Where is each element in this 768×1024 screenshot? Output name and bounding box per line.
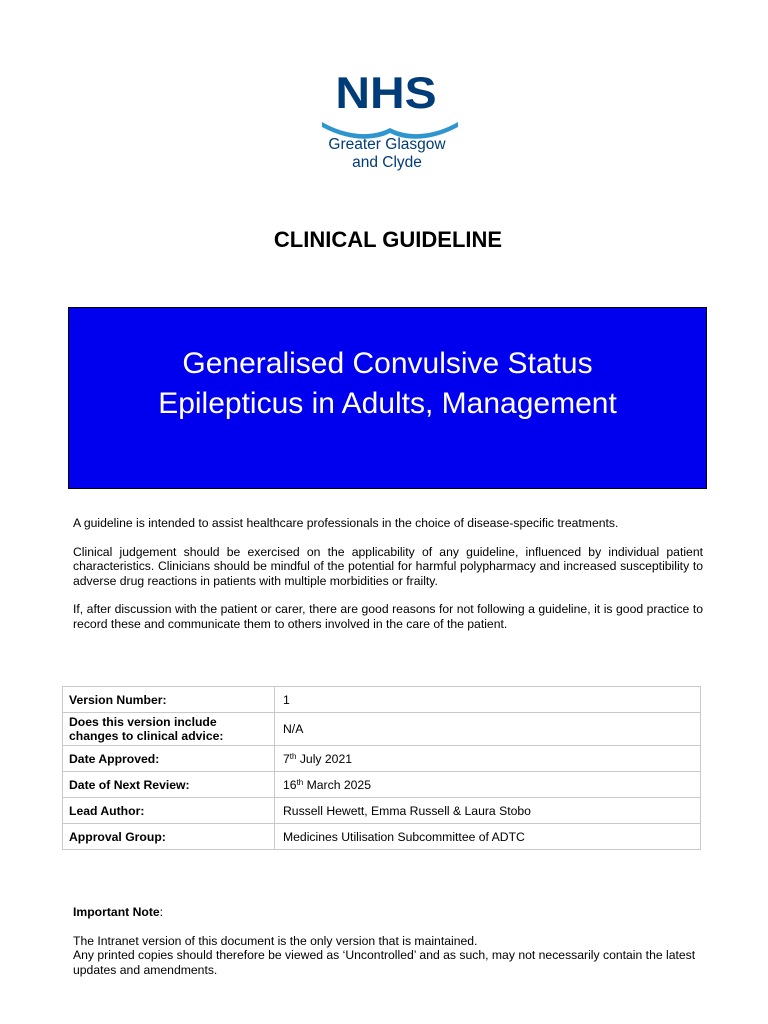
date-approved-label: Date Approved: [63, 746, 275, 772]
document-type-heading: CLINICAL GUIDELINE [273, 227, 503, 252]
date-approved-value: 7th July 2021 [275, 746, 701, 772]
important-note-section [73, 905, 713, 977]
document-info-table [62, 686, 701, 850]
intro-paragraph: A guideline is intended to assist healthcare professionals in the choice of disease-specific treatments. [73, 516, 619, 530]
changes-label: Does this version include changes to clinical advice: [63, 713, 275, 746]
next-review-label: Date of Next Review: [63, 772, 275, 798]
version-value: 1 [275, 687, 701, 713]
title-banner [68, 307, 707, 489]
table-row [63, 772, 701, 798]
important-note-line: Any printed copies should therefore be viewed as ‘Uncontrolled’ and as such, may not necessarily contain the latest updates and amendments. [73, 948, 696, 977]
approval-group-value: Medicines Utilisation Subcommittee of ADTC [275, 824, 701, 850]
approval-group-label: Approval Group: [63, 824, 275, 850]
logo-org-name: Greater Glasgow and Clyde [328, 136, 446, 171]
next-review-value: 16th March 2025 [275, 772, 701, 798]
intro-paragraph: Clinical judgement should be exercised on the applicability of any guideline, influenced by individual patient characteristics. Clinicians should be mindful of the potential for harmful polypharmacy and increased susceptibility to adverse drug reactions in patients with multiple morbidities or frailty. [73, 544, 703, 588]
lead-author-value: Russell Hewett, Emma Russell & Laura Stobo [275, 798, 701, 824]
intro-paragraph: If, after discussion with the patient or carer, there are good reasons for not following a guideline, it is good practice to record these and communicate them to others involved in the care of the patient. [73, 602, 703, 631]
important-note-heading: Important Note: [73, 905, 164, 919]
nhs-ggc-logo [312, 68, 462, 178]
table-row [63, 713, 701, 746]
table-row [63, 687, 701, 713]
table-row [63, 746, 701, 772]
important-note-line: The Intranet version of this document is the only version that is maintained. [73, 933, 478, 948]
table-row [63, 824, 701, 850]
lead-author-label: Lead Author: [63, 798, 275, 824]
logo-nhs-text: NHS [335, 69, 437, 118]
changes-value: N/A [275, 713, 701, 746]
document-title: Generalised Convulsive Status Epilepticus in Adults, Management [158, 347, 617, 420]
intro-section [73, 516, 703, 645]
version-label: Version Number: [63, 687, 275, 713]
table-row [63, 798, 701, 824]
